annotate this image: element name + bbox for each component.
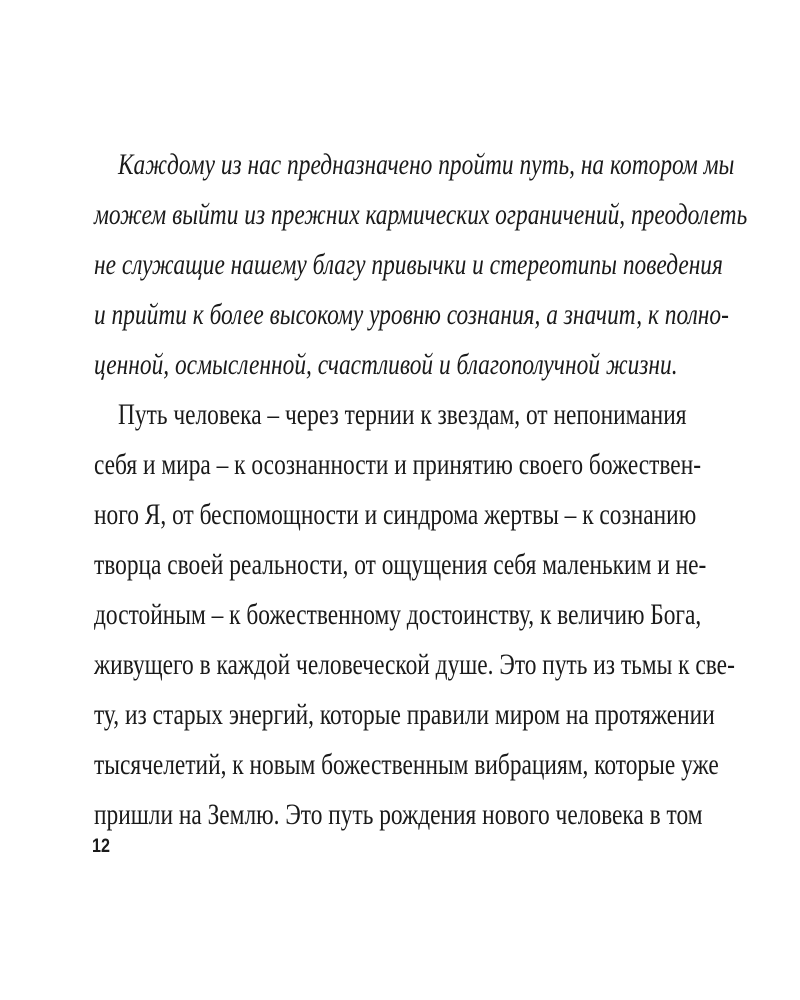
text-line: пришли на Землю. Это путь рождения нового человека в том (94, 798, 703, 831)
text-line: достойным – к божественному достоинству, к величию Бога, (94, 598, 702, 631)
text-line: Путь человека – через тернии к звездам, от непонимания (118, 398, 687, 431)
text-line: творца своей реальности, от ощущения себя маленьким и не- (94, 548, 707, 581)
text-line: живущего в каждой человеческой душе. Это путь из тьмы к све- (94, 648, 735, 681)
text-line: можем выйти из прежних кармических ограничений, преодолеть (94, 198, 748, 231)
text-line: ного Я, от беспомощности и синдрома жертвы – к сознанию (94, 498, 697, 531)
text-line: не служащие нашему благу привычки и стереотипы поведения (94, 248, 723, 281)
text-line: и прийти к более высокому уровню сознания, а значит, к полно- (94, 298, 729, 331)
text-line: себя и мира – к осознанности и принятию своего божествен- (94, 448, 702, 481)
text-line: ценной, осмысленной, счастливой и благополучной жизни. (94, 348, 678, 381)
text-line: тысячелетий, к новым божественным вибрациям, которые уже (94, 748, 719, 781)
page-number: 12 (92, 836, 110, 857)
text-line: Каждому из нас предназначено пройти путь, на котором мы (118, 148, 735, 181)
text-line: ту, из старых энергий, которые правили миром на протяжении (94, 698, 715, 731)
